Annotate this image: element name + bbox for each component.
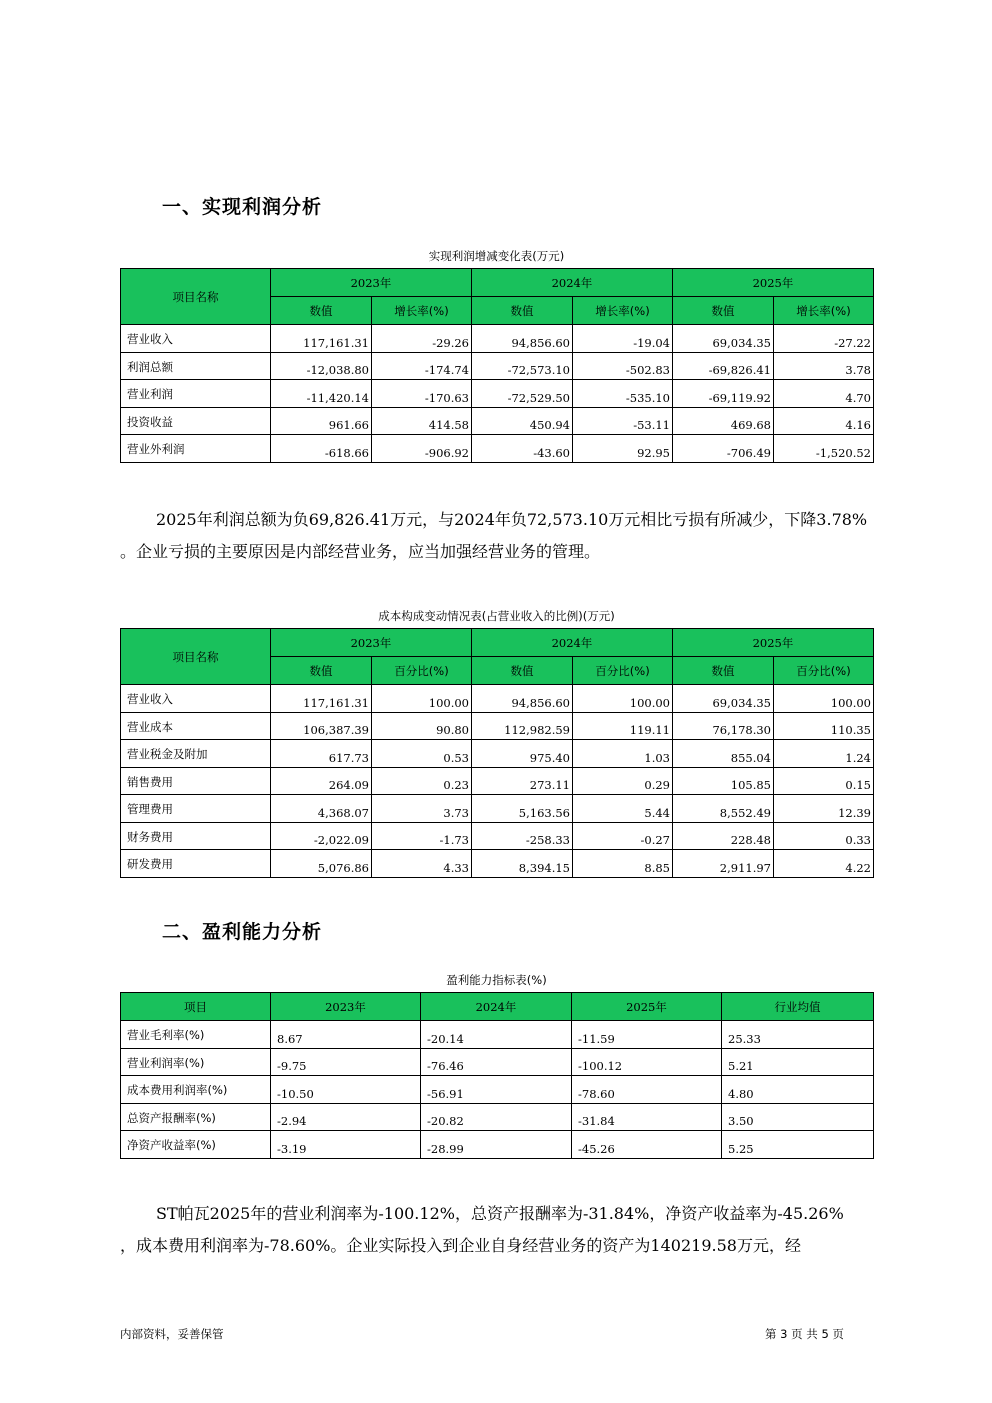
- table-row: [121, 1048, 874, 1076]
- table-cell: 117,161.31: [271, 685, 372, 713]
- table-cell: -78.60: [572, 1076, 722, 1104]
- section-heading-profit: 一、实现利润分析: [162, 196, 323, 218]
- table-cell: -28.99: [421, 1131, 572, 1159]
- table-cell: 2,911.97: [673, 850, 774, 878]
- table-cell: -10.50: [271, 1076, 421, 1104]
- table-cell: 450.94: [472, 407, 573, 435]
- table-cell: 110.35: [774, 712, 874, 740]
- table-cell: -1,520.52: [774, 435, 874, 463]
- table-cell: 12.39: [774, 795, 874, 823]
- header-year-2025: 2025年: [673, 269, 874, 297]
- table-cell: 92.95: [573, 435, 673, 463]
- row-label: 利润总额: [121, 352, 271, 380]
- row-label: 财务费用: [121, 822, 271, 850]
- header-growth-rate: 增长率(%): [573, 297, 673, 325]
- table-cell: -11,420.14: [271, 380, 372, 408]
- table-caption-cost-structure: 成本构成变动情况表(占营业收入的比例)(万元): [378, 609, 615, 623]
- table-cell: 0.29: [573, 767, 673, 795]
- row-label: 营业利润率(%): [121, 1048, 271, 1076]
- table-cell: 8.67: [271, 1021, 421, 1049]
- row-label: 营业成本: [121, 712, 271, 740]
- header-year-2023: 2023年: [271, 993, 421, 1021]
- table-cell: -1.73: [372, 822, 472, 850]
- table-cell: 0.15: [774, 767, 874, 795]
- table-row: [121, 795, 874, 823]
- header-value: 数值: [271, 297, 372, 325]
- header-year-2025: 2025年: [673, 629, 874, 657]
- table-cell: 5.21: [722, 1048, 874, 1076]
- table-cell: -72,573.10: [472, 352, 573, 380]
- table-cell: 469.68: [673, 407, 774, 435]
- table-cell: -45.26: [572, 1131, 722, 1159]
- table-cell: 5.44: [573, 795, 673, 823]
- table-cell: 100.00: [774, 685, 874, 713]
- table-cell: 0.23: [372, 767, 472, 795]
- table-cell: 69,034.35: [673, 685, 774, 713]
- header-percent: 百分比(%): [573, 657, 673, 685]
- table-cell: -2.94: [271, 1103, 421, 1131]
- header-year-2023: 2023年: [271, 269, 472, 297]
- table-row: [121, 352, 874, 380]
- row-label: 营业外利润: [121, 435, 271, 463]
- table-cell: -76.46: [421, 1048, 572, 1076]
- table-cell: 25.33: [722, 1021, 874, 1049]
- table-cell: 100.00: [372, 685, 472, 713]
- table-row: [121, 1021, 874, 1049]
- table-cell: 1.03: [573, 740, 673, 768]
- table-cell: -56.91: [421, 1076, 572, 1104]
- table-cell: -618.66: [271, 435, 372, 463]
- table-cell: -258.33: [472, 822, 573, 850]
- header-growth-rate: 增长率(%): [774, 297, 874, 325]
- table-cell: -69,119.92: [673, 380, 774, 408]
- row-label: 研发费用: [121, 850, 271, 878]
- table-cell: 1.24: [774, 740, 874, 768]
- table-row: [121, 1103, 874, 1131]
- header-percent: 百分比(%): [372, 657, 472, 685]
- header-year-2025: 2025年: [572, 993, 722, 1021]
- row-label: 营业收入: [121, 685, 271, 713]
- table-cell: 105.85: [673, 767, 774, 795]
- profitability-paragraph: [120, 1198, 900, 1262]
- table-cell: 5,076.86: [271, 850, 372, 878]
- table-cell: -174.74: [372, 352, 472, 380]
- table-cell: -20.14: [421, 1021, 572, 1049]
- table-cell: 112,982.59: [472, 712, 573, 740]
- table-row: [121, 380, 874, 408]
- table-cell: 5,163.56: [472, 795, 573, 823]
- row-label: 投资收益: [121, 407, 271, 435]
- table-cell: -27.22: [774, 325, 874, 353]
- table-cell: -2,022.09: [271, 822, 372, 850]
- table-row: [121, 850, 874, 878]
- table-row: [121, 407, 874, 435]
- table-cell: 4.33: [372, 850, 472, 878]
- row-label: 营业收入: [121, 325, 271, 353]
- footer-confidential: 内部资料，妥善保管: [120, 1327, 224, 1341]
- table-row: [121, 1131, 874, 1159]
- table-cell: 76,178.30: [673, 712, 774, 740]
- table-cell: 3.50: [722, 1103, 874, 1131]
- paragraph-line: 。企业亏损的主要原因是内部经营业务，应当加强经营业务的管理。: [120, 542, 601, 561]
- row-label: 销售费用: [121, 767, 271, 795]
- table-cell: 8,394.15: [472, 850, 573, 878]
- header-industry-average: 行业均值: [722, 993, 874, 1021]
- row-label: 营业税金及附加: [121, 740, 271, 768]
- header-value: 数值: [673, 297, 774, 325]
- table-cell: 4,368.07: [271, 795, 372, 823]
- table-cell: 106,387.39: [271, 712, 372, 740]
- table-row: [121, 822, 874, 850]
- header-item-name: 项目名称: [121, 269, 271, 325]
- header-year-2024: 2024年: [421, 993, 572, 1021]
- table-cell: -69,826.41: [673, 352, 774, 380]
- table-cell: 855.04: [673, 740, 774, 768]
- table-cell: 100.00: [573, 685, 673, 713]
- table-cell: 4.22: [774, 850, 874, 878]
- table-cell: -11.59: [572, 1021, 722, 1049]
- table-cell: 119.11: [573, 712, 673, 740]
- footer-page-number: 第 3 页 共 5 页: [765, 1327, 844, 1341]
- header-item: 项目: [121, 993, 271, 1021]
- paragraph-line: ST帕瓦2025年的营业利润率为-100.12%，总资产报酬率为-31.84%，净资产收益率为-45.26%: [156, 1204, 844, 1223]
- table-cell: 94,856.60: [472, 325, 573, 353]
- table-cell: -29.26: [372, 325, 472, 353]
- table-cell: 0.33: [774, 822, 874, 850]
- table-cell: 4.16: [774, 407, 874, 435]
- table-cell: -20.82: [421, 1103, 572, 1131]
- table-cell: 961.66: [271, 407, 372, 435]
- row-label: 管理费用: [121, 795, 271, 823]
- paragraph-line: 2025年利润总额为负69,826.41万元，与2024年负72,573.10万元相比亏损有所减少，下降3.78%: [156, 510, 868, 529]
- table-cell: -502.83: [573, 352, 673, 380]
- table-row: [121, 767, 874, 795]
- row-label: 净资产收益率(%): [121, 1131, 271, 1159]
- table-cell: -72,529.50: [472, 380, 573, 408]
- table-row: [121, 325, 874, 353]
- row-label: 成本费用利润率(%): [121, 1076, 271, 1104]
- table-cell: 90.80: [372, 712, 472, 740]
- table-cell: 975.40: [472, 740, 573, 768]
- profit-change-table: [120, 268, 874, 463]
- paragraph-line: ，成本费用利润率为-78.60%。企业实际投入到企业自身经营业务的资产为140219.58万元，经: [120, 1236, 801, 1255]
- header-item-name: 项目名称: [121, 629, 271, 685]
- table-row: [121, 712, 874, 740]
- table-cell: 228.48: [673, 822, 774, 850]
- table-cell: -706.49: [673, 435, 774, 463]
- header-value: 数值: [472, 657, 573, 685]
- table-cell: 3.73: [372, 795, 472, 823]
- table-cell: 69,034.35: [673, 325, 774, 353]
- table-cell: -0.27: [573, 822, 673, 850]
- row-label: 营业毛利率(%): [121, 1021, 271, 1049]
- table-cell: 617.73: [271, 740, 372, 768]
- table-cell: 94,856.60: [472, 685, 573, 713]
- table-row: [121, 1076, 874, 1104]
- table-cell: -535.10: [573, 380, 673, 408]
- row-label: 总资产报酬率(%): [121, 1103, 271, 1131]
- section-heading-profitability: 二、盈利能力分析: [162, 921, 323, 943]
- header-value: 数值: [271, 657, 372, 685]
- row-label: 营业利润: [121, 380, 271, 408]
- header-value: 数值: [673, 657, 774, 685]
- table-cell: 273.11: [472, 767, 573, 795]
- table-row: [121, 435, 874, 463]
- header-year-2023: 2023年: [271, 629, 472, 657]
- table-cell: 5.25: [722, 1131, 874, 1159]
- table-cell: 414.58: [372, 407, 472, 435]
- table-cell: -19.04: [573, 325, 673, 353]
- header-year-2024: 2024年: [472, 629, 673, 657]
- table-cell: -3.19: [271, 1131, 421, 1159]
- table-cell: -31.84: [572, 1103, 722, 1131]
- cost-structure-table: [120, 628, 874, 878]
- table-cell: 0.53: [372, 740, 472, 768]
- table-cell: -12,038.80: [271, 352, 372, 380]
- table-row: [121, 685, 874, 713]
- table-cell: 117,161.31: [271, 325, 372, 353]
- table-caption-profit-change: 实现利润增减变化表(万元): [428, 249, 565, 263]
- table-cell: -53.11: [573, 407, 673, 435]
- table-cell: 8,552.49: [673, 795, 774, 823]
- table-cell: -100.12: [572, 1048, 722, 1076]
- table-cell: -906.92: [372, 435, 472, 463]
- profitability-table: [120, 992, 874, 1159]
- table-cell: -9.75: [271, 1048, 421, 1076]
- table-row: [121, 740, 874, 768]
- header-percent: 百分比(%): [774, 657, 874, 685]
- table-cell: 4.70: [774, 380, 874, 408]
- table-caption-profitability: 盈利能力指标表(%): [446, 973, 547, 987]
- table-cell: 8.85: [573, 850, 673, 878]
- profit-analysis-paragraph: [120, 504, 900, 568]
- header-growth-rate: 增长率(%): [372, 297, 472, 325]
- table-cell: 3.78: [774, 352, 874, 380]
- table-cell: -43.60: [472, 435, 573, 463]
- table-cell: 264.09: [271, 767, 372, 795]
- table-cell: -170.63: [372, 380, 472, 408]
- table-cell: 4.80: [722, 1076, 874, 1104]
- header-value: 数值: [472, 297, 573, 325]
- header-year-2024: 2024年: [472, 269, 673, 297]
